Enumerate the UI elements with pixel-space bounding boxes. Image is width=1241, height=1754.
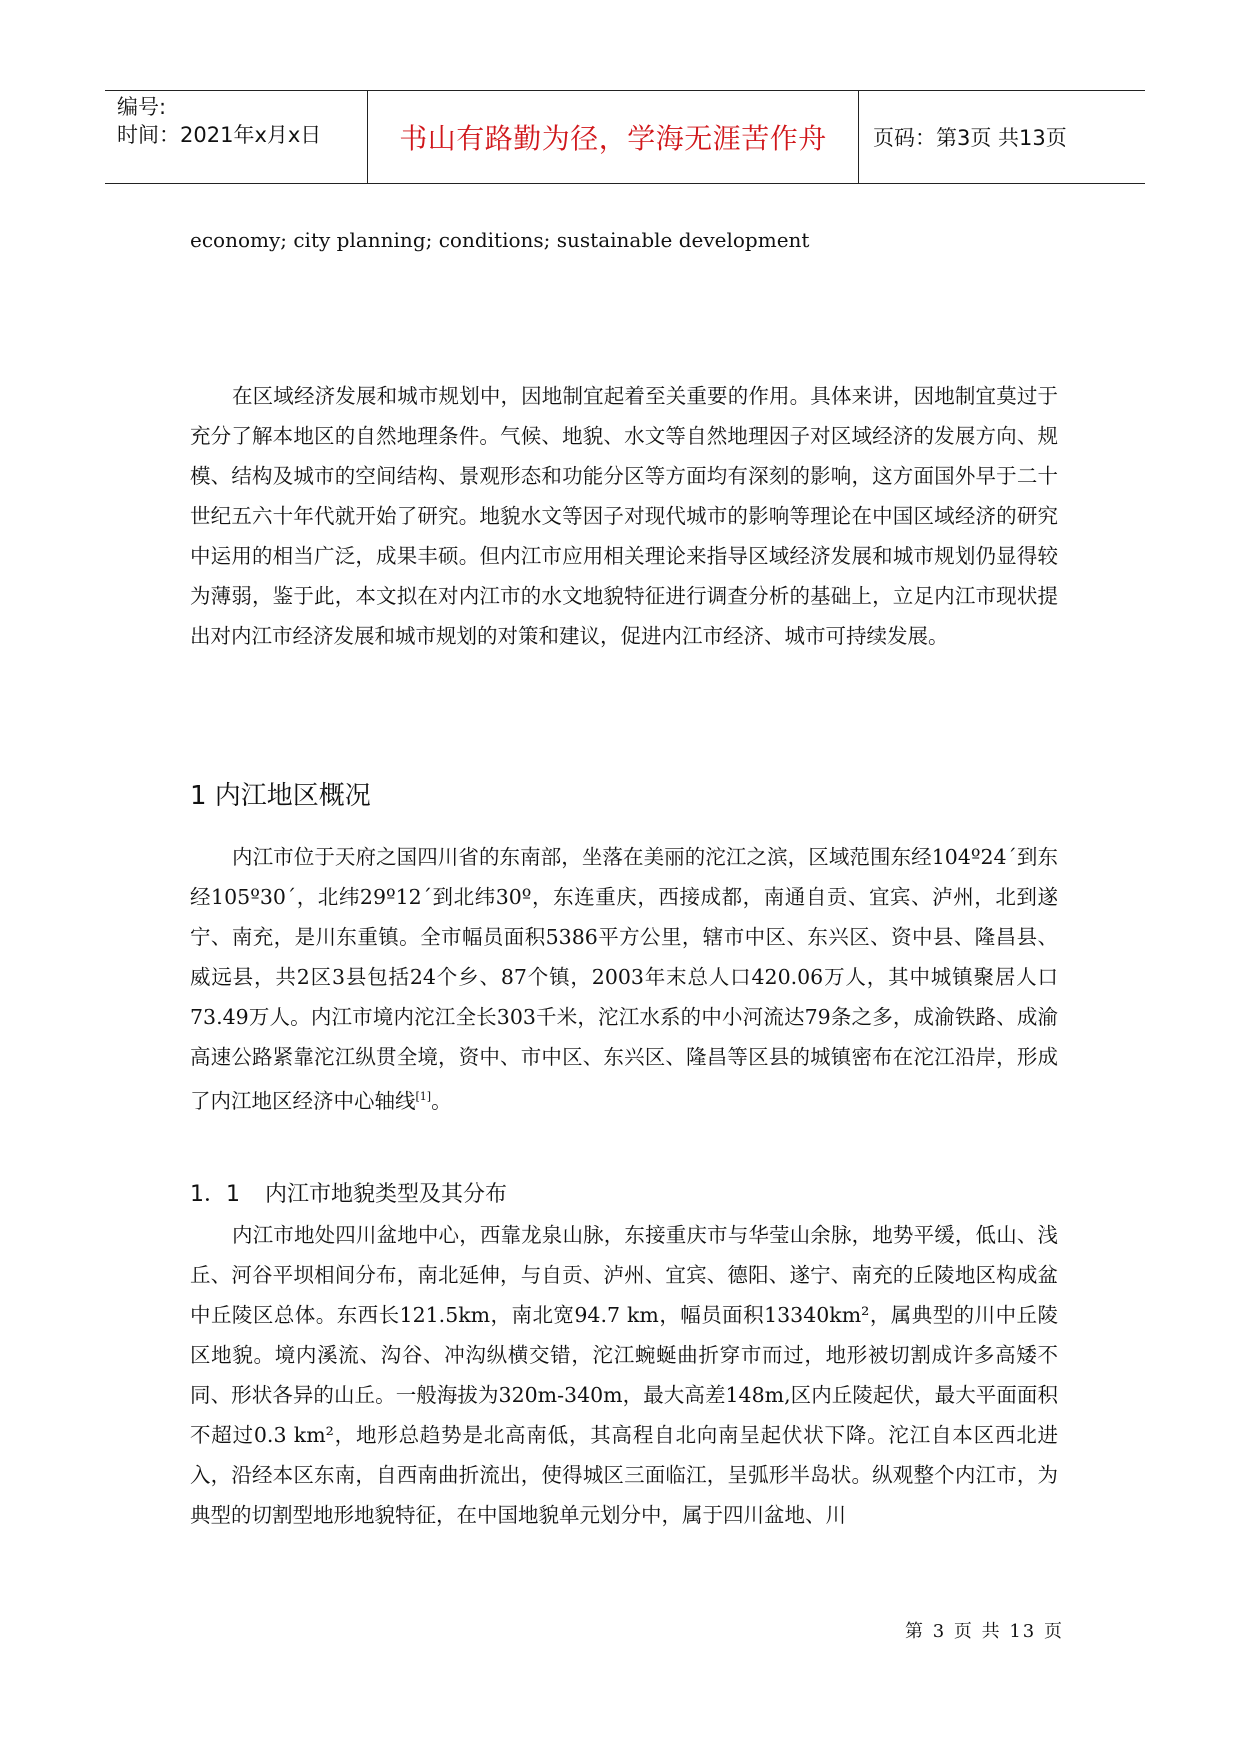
section-1-heading: 1 内江地区概况 [190,781,371,811]
header-page-info: 页码：第3页 共13页 [873,126,1067,150]
citation-marker: [1] [415,1090,432,1103]
section-1-text-end: 。 [431,1088,452,1113]
page-header [105,90,1145,184]
section-1-1-heading [190,1177,507,1208]
section-1-1-number: 1．1 [190,1182,240,1207]
intro-paragraph: 在区域经济发展和城市规划中，因地制宜起着至关重要的作用。具体来讲，因地制宜莫过于充分了解本地区的自然地理条件。气候、地貌、水文等自然地理因子对区域经济的发展方向、规模、结构及城市的空间结构、景观形态和功能分区等方面均有深刻的影响，这方面国外早于二十世纪五六十年代就开始了研究。地貌水文等因子对现代城市的影响等理论在中国区域经济的研究中运用的相当广泛，成果丰硕。但内江市应用相关理论来指导区域经济发展和城市规划仍显得较为薄弱，鉴于此，本文拟在对内江市的水文地貌特征进行调查分析的基础上，立足内江市现状提出对内江市经济发展和城市规划的对策和建议，促进内江市经济、城市可持续发展。 [190,384,1058,648]
document-time: 时间：2021年x月x日 [117,123,322,147]
section-1-paragraph [190,837,1058,1121]
header-meta [105,91,368,183]
section-1-1-paragraph: 内江市地处四川盆地中心，西靠龙泉山脉，东接重庆市与华莹山余脉，地势平缓，低山、浅丘、河谷平坝相间分布，南北延伸，与自贡、泸州、宜宾、德阳、遂宁、南充的丘陵地区构成盆中丘陵区总体。东西长121.5km，南北宽94.7 km，幅员面积13340km²，属典型的川中丘陵区地貌。境内溪流、沟谷、冲沟纵横交错，沱江蜿蜒曲折穿市而过，地形被切割成许多高矮不同、形状各异的山丘。一般海拔为320m-340m，最大高差148m,区内丘陵起伏，最大平面面积不超过0.3 km²，地形总趋势是北高南低，其高程自北向南呈起伏状下降。沱江自本区西北进入，沿经本区东南，自西南曲折流出，使得城区三面临江，呈弧形半岛状。纵观整个内江市，为典型的切割型地形地貌特征，在中国地貌单元划分中，属于四川盆地、川 [190,1223,1058,1527]
section-1-1-title: 内江市地貌类型及其分布 [265,1182,508,1207]
section-1-text: 内江市位于天府之国四川省的东南部，坐落在美丽的沱江之滨，区域范围东经104º24´到东经105º30´，北纬29º12´到北纬30º，东连重庆，西接成都，南通自贡、宜宾、泸州，北到遂宁、南充，是川东重镇。全市幅员面积5386平方公里，辖市中区、东兴区、资中县、隆昌县、威远县，共2区3县包括24个乡、87个镇，2003年末总人口420.06万人，其中城镇聚居人口73.49万人。内江市境内沱江全长303千米，沱江水系的中小河流达79条之多，成渝铁路、成渝高速公路紧靠沱江纵贯全境，资中、市中区、东兴区、隆昌等区县的城镇密布在沱江沿岸，形成了内江地区经济中心轴线 [190,845,1058,1113]
keywords-line: economy; city planning; conditions; sustainable development [190,228,810,252]
page-footer: 第 3 页 共 13 页 [905,1621,1064,1642]
header-motto: 书山有路勤为径，学海无涯苦作舟 [368,91,859,183]
document-number-label: 编号: [117,95,167,119]
